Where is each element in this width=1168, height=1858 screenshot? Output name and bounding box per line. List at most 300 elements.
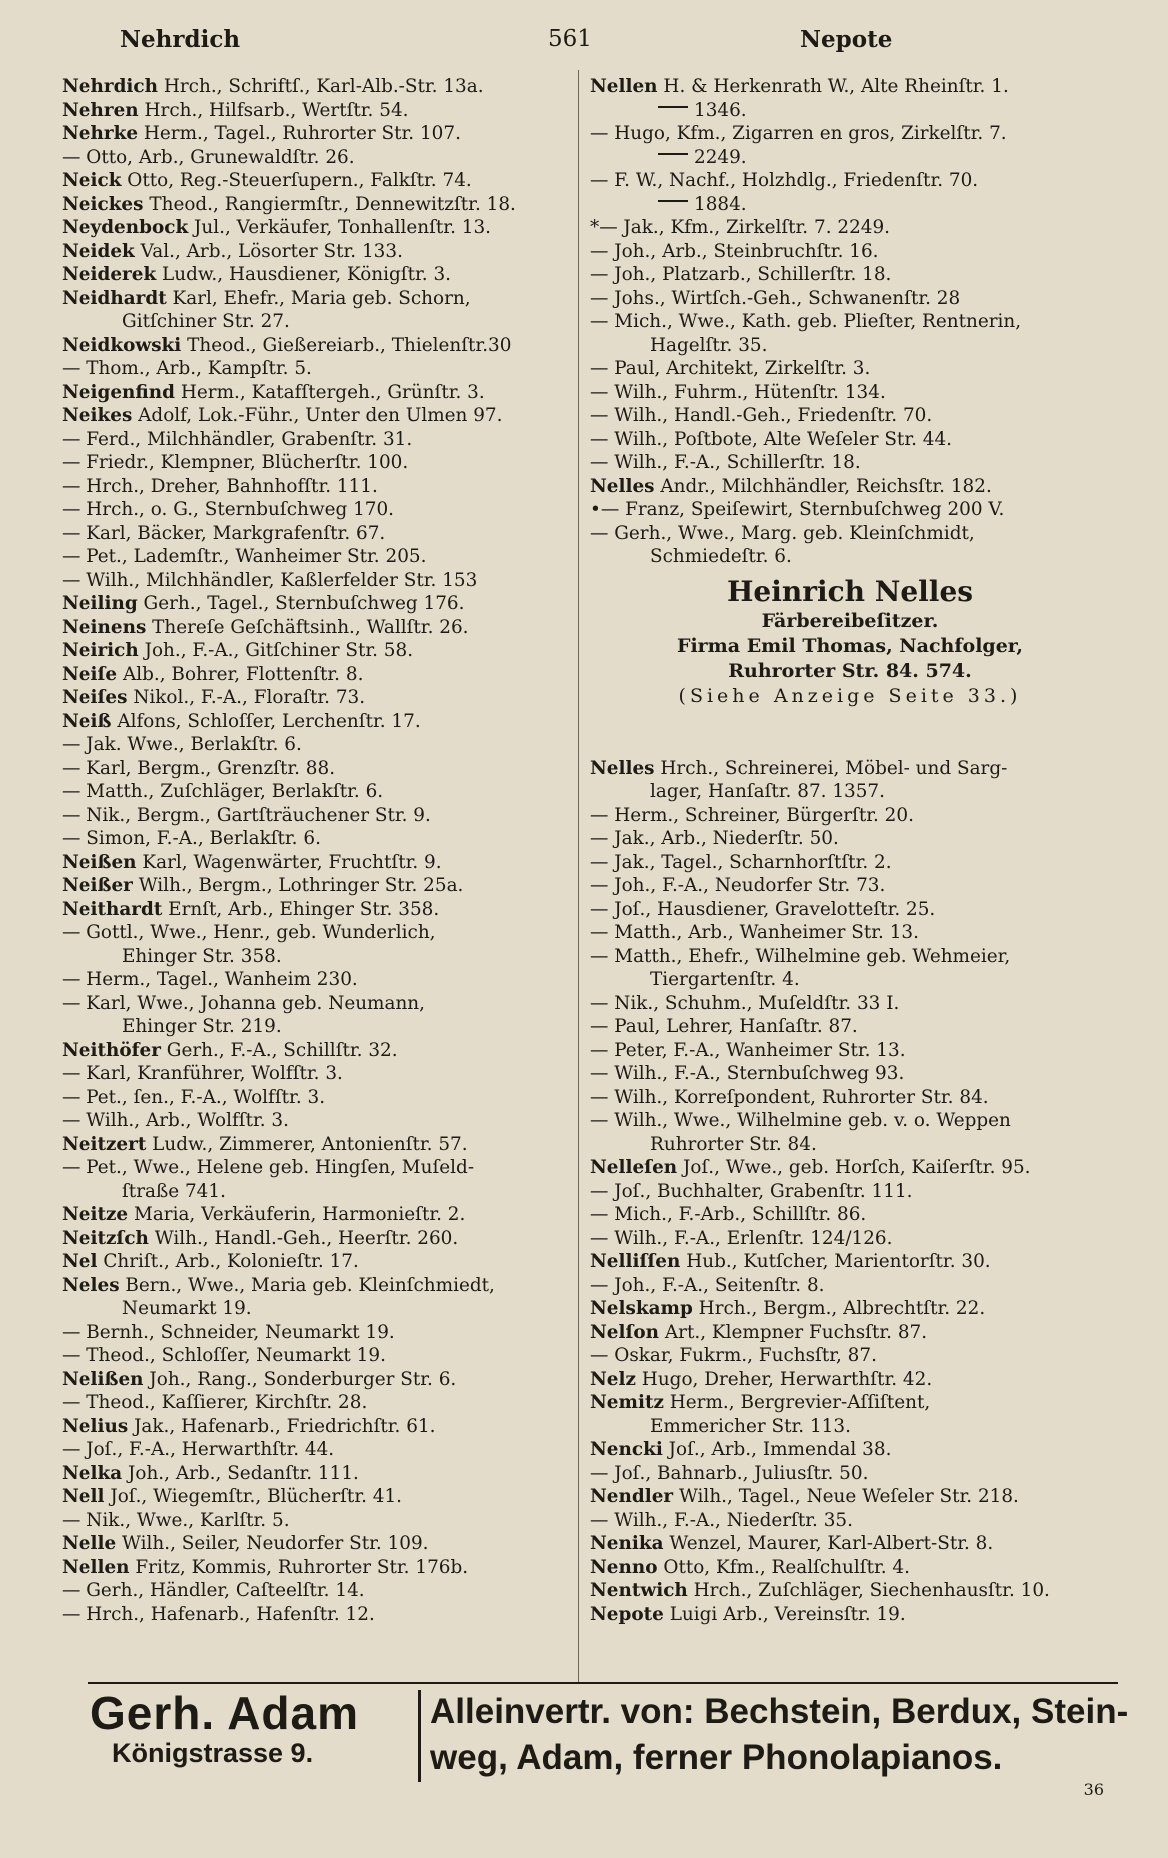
directory-entry (590, 1344, 1110, 1368)
signature-mark: 36 (1083, 1780, 1104, 1799)
advertiser-street: Königstrasse 9. (112, 1738, 314, 1768)
entry-details: Andr., Milchhändler, Reichsſtr. 182. (654, 475, 992, 497)
page-number: 561 (548, 26, 592, 52)
entry-details: — Theod., Schloſſer, Neumarkt 19. (62, 1345, 386, 1366)
entry-details: — Oskar, Fukrm., Fuchsſtr, 87. (590, 1345, 877, 1366)
directory-entry (590, 263, 1110, 287)
directory-entry (590, 169, 1110, 193)
directory-entry (62, 1203, 572, 1227)
entry-details: Jul., Verkäufer, Tonhallenſtr. 13. (188, 217, 492, 238)
entry-surname: Nehrdich (62, 76, 158, 97)
entry-details: Hrch., Hilfsarb., Wertſtr. 54. (138, 99, 409, 121)
entry-details: Nikol., F.-A., Floraſtr. 73. (127, 687, 366, 708)
directory-entry (62, 898, 572, 922)
entry-details: Wilh., Tagel., Neue Weſeler Str. 218. (673, 1486, 1019, 1507)
entry-details: 2249. (694, 146, 747, 168)
directory-entry (62, 1485, 572, 1509)
entry-surname: Neles (62, 1274, 120, 1296)
directory-entry (590, 1321, 1110, 1345)
entry-details: — Hrch., Dreher, Bahnhofſtr. 111. (62, 475, 378, 497)
directory-entry (62, 780, 572, 804)
bottom-advertisement (88, 1686, 1129, 1780)
directory-entry (62, 1579, 572, 1603)
entry-details: Karl, Wagenwärter, Fruchtſtr. 9. (136, 851, 442, 873)
entry-details: — Karl, Kranführer, Wolfſtr. 3. (62, 1063, 343, 1084)
entry-details: — Karl, Wwe., Johanna geb. Neumann, (62, 992, 425, 1014)
entry-details: — Pet., Wwe., Helene geb. Hingſen, Muſeld- (62, 1157, 475, 1178)
entry-surname: Neydenbock (62, 217, 189, 238)
directory-entry (62, 240, 572, 264)
entry-details: — Wilh., F.-A., Sternbuſchweg 93. (590, 1063, 905, 1084)
directory-entry (62, 169, 572, 193)
entry-surname: Nehrke (62, 123, 139, 144)
directory-entry (62, 381, 572, 405)
column-divider (578, 70, 579, 1682)
directory-entry (62, 1556, 572, 1580)
entry-details: — Jak. Wwe., Berlakſtr. 6. (62, 734, 302, 755)
directory-entry (590, 545, 1110, 569)
entry-surname: Neiß (62, 710, 112, 732)
directory-entry (590, 522, 1110, 546)
entry-surname: Neiderek (62, 264, 157, 285)
entry-details: Luigi Arb., Vereinsſtr. 19. (663, 1603, 906, 1625)
directory-entry (590, 216, 1110, 240)
entry-details: Wilh., Handl.-Geh., Heerſtr. 260. (148, 1227, 459, 1249)
directory-entry (62, 1062, 572, 1086)
directory-entry (590, 1156, 1110, 1180)
directory-entry (590, 757, 1110, 781)
entry-surname: Nel (62, 1251, 98, 1272)
entry-surname: Neithöfer (62, 1039, 161, 1061)
entry-surname: Nelles (590, 475, 655, 497)
entry-details: — Karl, Bäcker, Markgrafenſtr. 67. (62, 522, 386, 544)
entry-details: Wilh., Bergm., Lothringer Str. 25a. (132, 875, 464, 896)
entry-details: Otto, Reg.-Steuerſupern., Falkſtr. 74. (121, 170, 472, 191)
entry-details: — Joſ., Bahnarb., Juliusſtr. 50. (590, 1462, 869, 1484)
entry-surname: Nellen (590, 76, 658, 97)
entry-details: — Wilh., F.-A., Erlenſtr. 124/126. (590, 1227, 893, 1249)
directory-entry (62, 1368, 572, 1392)
directory-entry (590, 1250, 1110, 1274)
directory-entry (62, 1156, 572, 1180)
entry-surname: Neick (62, 170, 122, 191)
directory-entry (590, 122, 1110, 146)
telephone-icon (658, 153, 688, 162)
telephone-icon (658, 200, 688, 209)
directory-entry (62, 569, 572, 593)
entry-surname: Neidhardt (62, 287, 167, 309)
directory-entry (590, 1438, 1110, 1462)
directory-entry (62, 710, 572, 734)
ad-address-phone: Ruhrorter Str. 84. 574. (728, 659, 972, 682)
directory-entry (62, 263, 572, 287)
directory-entry (590, 851, 1110, 875)
entry-details: — Simon, F.-A., Berlakſtr. 6. (62, 828, 321, 849)
entry-details: Joſ., Arb., Immendal 38. (662, 1439, 892, 1460)
entry-details: — Nik., Bergm., Gartſträuchener Str. 9. (62, 804, 431, 826)
directory-entry (590, 1415, 1110, 1439)
entry-surname: Nelius (62, 1415, 129, 1437)
entry-details: Art., Klempner Fuchsſtr. 87. (659, 1321, 928, 1343)
directory-entry (62, 827, 572, 851)
directory-entry (62, 639, 572, 663)
directory-entry (590, 498, 1110, 522)
entry-details: Bern., Wwe., Maria geb. Kleinſchmiedt, (119, 1274, 495, 1296)
directory-entry (590, 310, 1110, 334)
entry-surname: Nelißen (62, 1368, 144, 1390)
entry-details: Gerh., F.-A., Schillſtr. 32. (160, 1039, 398, 1061)
entry-details: — Jak., Tagel., Scharnhorſtſtr. 2. (590, 851, 892, 873)
entry-details: — Herm., Tagel., Wanheim 230. (62, 969, 358, 990)
directory-entry (62, 216, 572, 240)
entry-details: — Joſ., Buchhalter, Grabenſtr. 111. (590, 1180, 913, 1202)
directory-entry (62, 1391, 572, 1415)
entry-details: Gerh., Tagel., Sternbuſchweg 176. (137, 593, 465, 614)
entry-details: Hrch., Schreinerei, Möbel- und Sarg- (654, 757, 1008, 779)
entry-details: — Wilh., Poſtbote, Alte Weſeler Str. 44. (590, 428, 953, 450)
entry-surname: Neidkowski (62, 334, 182, 356)
directory-entry (62, 357, 572, 381)
directory-entry (590, 193, 1110, 217)
entry-details: — Wilh., F.-A., Schillerſtr. 18. (590, 452, 861, 473)
entry-details: Tiergartenſtr. 4. (650, 969, 800, 990)
right-column (590, 75, 1110, 1626)
entry-details: Thereſe Geſchäftsinh., Wallſtr. 26. (146, 616, 469, 638)
directory-entry (590, 404, 1110, 428)
advertisement-line-1: Alleinvertr. von: Bechstein, Berdux, Stein- (430, 1692, 1129, 1731)
entry-details: H. & Herkenrath W., Alte Rheinſtr. 1. (657, 76, 1009, 97)
ad-firm-line: Firma Emil Thomas, Nachfolger, (676, 634, 1024, 657)
entry-details: Alb., Bohrer, Flottenſtr. 8. (117, 663, 364, 685)
directory-entry (62, 1297, 572, 1321)
entry-surname: Nellen (62, 1556, 130, 1578)
directory-entry (590, 1227, 1110, 1251)
entry-details: Wilh., Seiler, Neudorfer Str. 109. (116, 1533, 429, 1554)
entry-details: — Wilh., Korreſpondent, Ruhrorter Str. 84. (590, 1086, 989, 1108)
directory-entry (590, 1015, 1110, 1039)
directory-entry (590, 1062, 1110, 1086)
entry-details: Hagelſtr. 35. (650, 334, 768, 356)
entry-details: — Bernh., Schneider, Neumarkt 19. (62, 1321, 395, 1343)
directory-entry (62, 193, 572, 217)
entry-details: — Otto, Arb., Grunewaldſtr. 26. (62, 146, 355, 168)
directory-entry (590, 921, 1110, 945)
entry-surname: Nenika (590, 1533, 664, 1554)
entry-details: — Matth., Arb., Wanheimer Str. 13. (590, 922, 919, 943)
entry-details: — Pet., ſen., F.-A., Wolfſtr. 3. (62, 1086, 326, 1108)
entry-details: Ludw., Zimmerer, Antonienſtr. 57. (146, 1133, 468, 1155)
entry-details: — Joh., Platzarb., Schillerſtr. 18. (590, 264, 892, 285)
entry-details: — Wilh., F.-A., Niederſtr. 35. (590, 1509, 853, 1531)
entry-surname: Neirich (62, 640, 139, 661)
directory-entry (62, 592, 572, 616)
inline-advertisement (590, 575, 1110, 709)
entry-details: — Karl, Bergm., Grenzſtr. 88. (62, 757, 336, 779)
left-column (62, 75, 572, 1626)
directory-entry (590, 381, 1110, 405)
entry-surname: Nehren (62, 99, 139, 121)
directory-entry (62, 1462, 572, 1486)
directory-entry (590, 1203, 1110, 1227)
entry-surname: Nentwich (590, 1580, 688, 1601)
entry-surname: Neinens (62, 616, 147, 638)
directory-entry (62, 428, 572, 452)
directory-entry (62, 1227, 572, 1251)
directory-entry (590, 451, 1110, 475)
directory-entry (62, 757, 572, 781)
ad-company-name: Heinrich Nelles (726, 574, 974, 608)
entry-surname: Nelles (590, 757, 655, 779)
directory-entry (62, 1438, 572, 1462)
directory-entry (590, 1133, 1110, 1157)
entry-details: Herm., Katafſtergeh., Grünſtr. 3. (175, 381, 485, 403)
entry-details: Ernſt, Arb., Ehinger Str. 358. (162, 898, 440, 920)
directory-entry (590, 804, 1110, 828)
directory-entry (62, 1109, 572, 1133)
directory-entry (62, 122, 572, 146)
entry-details: — Paul, Architekt, Zirkelſtr. 3. (590, 358, 871, 379)
directory-entry (590, 1086, 1110, 1110)
directory-entry (62, 686, 572, 710)
directory-entry (62, 334, 572, 358)
entry-details: Jak., Hafenarb., Friedrichſtr. 61. (128, 1415, 436, 1437)
entry-surname: Neikes (62, 405, 133, 426)
directory-entry (62, 404, 572, 428)
directory-entry (590, 898, 1110, 922)
directory-entry (62, 968, 572, 992)
directory-entry (62, 1133, 572, 1157)
entry-surname: Neigenfind (62, 381, 176, 403)
entry-details: — Herm., Schreiner, Bürgerſtr. 20. (590, 804, 914, 826)
entry-details: Ehinger Str. 358. (122, 945, 282, 967)
directory-entry (590, 99, 1110, 123)
directory-entry (62, 804, 572, 828)
entry-details: — Pet., Lademſtr., Wanheimer Str. 205. (62, 546, 427, 567)
entry-details: Val., Arb., Lösorter Str. 133. (134, 240, 403, 262)
directory-entry (590, 874, 1110, 898)
directory-entry (590, 1297, 1110, 1321)
entry-details: *— Jak., Kfm., Zirkelſtr. 7. 2249. (590, 217, 891, 238)
directory-entry (62, 99, 572, 123)
advertisement-divider (88, 1682, 1118, 1684)
entry-details: Herm., Bergrevier-Aſſiſtent, (663, 1392, 931, 1413)
entry-surname: Nepote (590, 1603, 664, 1625)
entry-surname: Neiling (62, 593, 138, 614)
directory-entry (62, 733, 572, 757)
entry-details: Wenzel, Maurer, Karl-Albert-Str. 8. (663, 1533, 994, 1554)
directory-entry (590, 428, 1110, 452)
directory-entry (590, 945, 1110, 969)
entry-details: Maria, Verkäuferin, Harmonieſtr. 2. (128, 1204, 466, 1225)
advertisement-line-2: weg, Adam, ferner Phonolapianos. (430, 1738, 1003, 1777)
entry-details: — Joh., F.-A., Seitenſtr. 8. (590, 1274, 825, 1296)
entry-details: — Wilh., Arb., Wolfſtr. 3. (62, 1110, 289, 1131)
entry-details: — Joh., F.-A., Neudorfer Str. 73. (590, 875, 886, 896)
directory-entry (62, 451, 572, 475)
entry-details: — Jak., Arb., Niederſtr. 50. (590, 828, 839, 849)
entry-surname: Nelka (62, 1462, 123, 1484)
directory-entry (590, 780, 1110, 804)
directory-entry (62, 545, 572, 569)
entry-details: Joh., F.-A., Gitſchiner Str. 58. (138, 640, 414, 661)
directory-entry (590, 1368, 1110, 1392)
entry-details: — Joh., Arb., Steinbruchſtr. 16. (590, 240, 879, 262)
directory-entry (62, 1039, 572, 1063)
entry-details: Neumarkt 19. (122, 1298, 252, 1319)
directory-entry (590, 992, 1110, 1016)
advertisement-separator (418, 1690, 421, 1782)
directory-entry (62, 1086, 572, 1110)
directory-entry (590, 475, 1110, 499)
directory-entry (62, 475, 572, 499)
entry-details: Ludw., Hausdiener, Königſtr. 3. (156, 264, 452, 285)
entry-details: 1346. (694, 99, 747, 121)
entry-surname: Nelle (62, 1533, 117, 1554)
directory-entry (590, 1485, 1110, 1509)
entry-details: Hub., Kutſcher, Marientorſtr. 30. (680, 1251, 991, 1272)
entry-details: lager, Hanſaſtr. 87. 1357. (650, 781, 885, 802)
entry-surname: Neithardt (62, 898, 163, 920)
directory-entry (62, 146, 572, 170)
entry-surname: Neitzert (62, 1133, 147, 1155)
right-column-bottom-entries (590, 757, 1110, 1627)
entry-details: — Wilh., Wwe., Wilhelmine geb. v. o. Weppen (590, 1110, 1011, 1131)
directory-entry (590, 1579, 1110, 1603)
entry-details: — Friedr., Klempner, Blücherſtr. 100. (62, 452, 409, 473)
entry-details: — Nik., Schuhm., Muſeldſtr. 33 I. (590, 992, 900, 1014)
entry-surname: Neißen (62, 851, 137, 873)
directory-entry (62, 287, 572, 311)
directory-entry (590, 1039, 1110, 1063)
directory-entry (62, 1509, 572, 1533)
directory-entry (62, 663, 572, 687)
right-column-top-entries (590, 75, 1110, 569)
entry-details: Karl, Ehefr., Maria geb. Schorn, (166, 287, 471, 309)
directory-entry (590, 1462, 1110, 1486)
directory-entry (590, 1556, 1110, 1580)
entry-details: — Wilh., Handl.-Geh., Friedenſtr. 70. (590, 405, 933, 426)
directory-entry (62, 874, 572, 898)
entry-details: — Paul, Lehrer, Hanſaſtr. 87. (590, 1016, 858, 1037)
directory-entry (62, 1321, 572, 1345)
entry-details: Alfons, Schloſſer, Lerchenſtr. 17. (111, 710, 421, 732)
entry-details: — Gerh., Wwe., Marg. geb. Kleinſchmidt, (590, 522, 975, 544)
entry-details: — F. W., Nachf., Holzhdlg., Friedenſtr. 70. (590, 170, 979, 191)
entry-details: — Matth., Zuſchläger, Berlakſtr. 6. (62, 781, 384, 802)
entry-details: Fritz, Kommis, Ruhrorter Str. 176b. (129, 1556, 469, 1578)
entry-details: Emmericher Str. 113. (650, 1415, 851, 1437)
entry-surname: Nelliſſen (590, 1251, 681, 1272)
entry-details: — Joſ., Hausdiener, Gravelotteſtr. 25. (590, 898, 936, 920)
directory-entry (590, 968, 1110, 992)
entry-surname: Neiſe (62, 663, 118, 685)
entry-details: Ehinger Str. 219. (122, 1016, 282, 1037)
entry-surname: Nelz (590, 1368, 636, 1390)
entry-surname: Nenno (590, 1556, 658, 1578)
directory-entry (62, 1180, 572, 1204)
entry-surname: Nelskamp (590, 1298, 693, 1319)
entry-details: Hrch., Schriftſ., Karl-Alb.-Str. 13a. (158, 76, 484, 97)
entry-details: — Peter, F.-A., Wanheimer Str. 13. (590, 1039, 906, 1061)
entry-details: Theod., Rangiermſtr., Dennewitzſtr. 18. (143, 193, 516, 215)
entry-details: — Hrch., Hafenarb., Hafenſtr. 12. (62, 1603, 375, 1625)
directory-entry (590, 334, 1110, 358)
directory-entry (62, 616, 572, 640)
entry-details: Joh., Arb., Sedanſtr. 111. (122, 1462, 359, 1484)
directory-entry (62, 851, 572, 875)
directory-entry (62, 1250, 572, 1274)
directory-entry (590, 287, 1110, 311)
directory-entry (590, 240, 1110, 264)
entry-details: Gitſchiner Str. 27. (122, 311, 290, 332)
entry-details: Hrch., Zuſchläger, Siechenhausſtr. 10. (687, 1580, 1050, 1601)
directory-entry (590, 75, 1110, 99)
directory-entry (62, 1532, 572, 1556)
directory-entry (62, 921, 572, 945)
entry-details: Herm., Tagel., Ruhrorter Str. 107. (138, 123, 461, 144)
entry-details: — Wilh., Fuhrm., Hütenſtr. 134. (590, 381, 886, 403)
header-right-keyword: Nepote (800, 26, 893, 53)
entry-details: Otto, Kfm., Realſchulſtr. 4. (657, 1556, 910, 1578)
entry-surname: Nendler (590, 1486, 674, 1507)
entry-details: Adolf, Lok.-Führ., Unter den Ulmen 97. (132, 405, 503, 426)
directory-entry (62, 75, 572, 99)
entry-details: ſtraße 741. (122, 1180, 226, 1202)
directory-entry (590, 1532, 1110, 1556)
directory-entry (62, 945, 572, 969)
entry-details: 1884. (694, 193, 747, 215)
telephone-icon (658, 106, 688, 115)
directory-entry (62, 310, 572, 334)
entry-details: — Wilh., Milchhändler, Kaßlerfelder Str. 153 (62, 569, 478, 591)
entry-details: Joſ., Wiegemſtr., Blücherſtr. 41. (104, 1486, 403, 1507)
directory-entry (590, 1180, 1110, 1204)
entry-details: — Joſ., F.-A., Herwarthſtr. 44. (62, 1439, 335, 1460)
entry-details: — Hugo, Kfm., Zigarren en gros, Zirkelſtr. 7. (590, 123, 1007, 144)
entry-surname: Nelſon (590, 1321, 660, 1343)
entry-details: — Nik., Wwe., Karlſtr. 5. (62, 1509, 290, 1531)
entry-details: — Ferd., Milchhändler, Grabenſtr. 31. (62, 428, 413, 450)
entry-surname: Nell (62, 1486, 105, 1507)
directory-entry (62, 992, 572, 1016)
directory-entry (62, 1603, 572, 1627)
directory-entry (590, 357, 1110, 381)
entry-surname: Neidek (62, 240, 135, 262)
directory-entry (590, 1509, 1110, 1533)
ad-reference: (Siehe Anzeige Seite 33.) (678, 684, 1022, 707)
entry-details: Theod., Gießereiarb., Thielenſtr.30 (181, 334, 512, 356)
entry-details: — Hrch., o. G., Sternbuſchweg 170. (62, 499, 395, 520)
entry-details: Hrch., Bergm., Albrechtſtr. 22. (692, 1298, 986, 1319)
entry-surname: Nemitz (590, 1392, 664, 1413)
entry-surname: Nencki (590, 1439, 663, 1460)
directory-entry (62, 498, 572, 522)
directory-entry (62, 1415, 572, 1439)
entry-details: •— Franz, Speiſewirt, Sternbuſchweg 200 V. (590, 499, 1005, 520)
entry-details: — Mich., Wwe., Kath. geb. Plieſter, Rentnerin, (590, 311, 1022, 332)
entry-details: Hugo, Dreher, Herwarthſtr. 42. (635, 1368, 933, 1390)
entry-surname: Neißer (62, 875, 133, 896)
entry-details: Joh., Rang., Sonderburger Str. 6. (143, 1368, 457, 1390)
entry-details: Joſ., Wwe., geb. Horſch, Kaiſerſtr. 95. (677, 1157, 1031, 1178)
advertiser-name: Gerh. Adam (90, 1687, 360, 1739)
directory-entry (590, 1391, 1110, 1415)
directory-entry (590, 1603, 1110, 1627)
entry-surname: Neiſes (62, 687, 128, 708)
entry-details: — Johs., Wirtſch.-Geh., Schwanenſtr. 28 (590, 287, 961, 309)
entry-surname: Neitze (62, 1204, 129, 1225)
entry-details: Ruhrorter Str. 84. (650, 1133, 817, 1155)
